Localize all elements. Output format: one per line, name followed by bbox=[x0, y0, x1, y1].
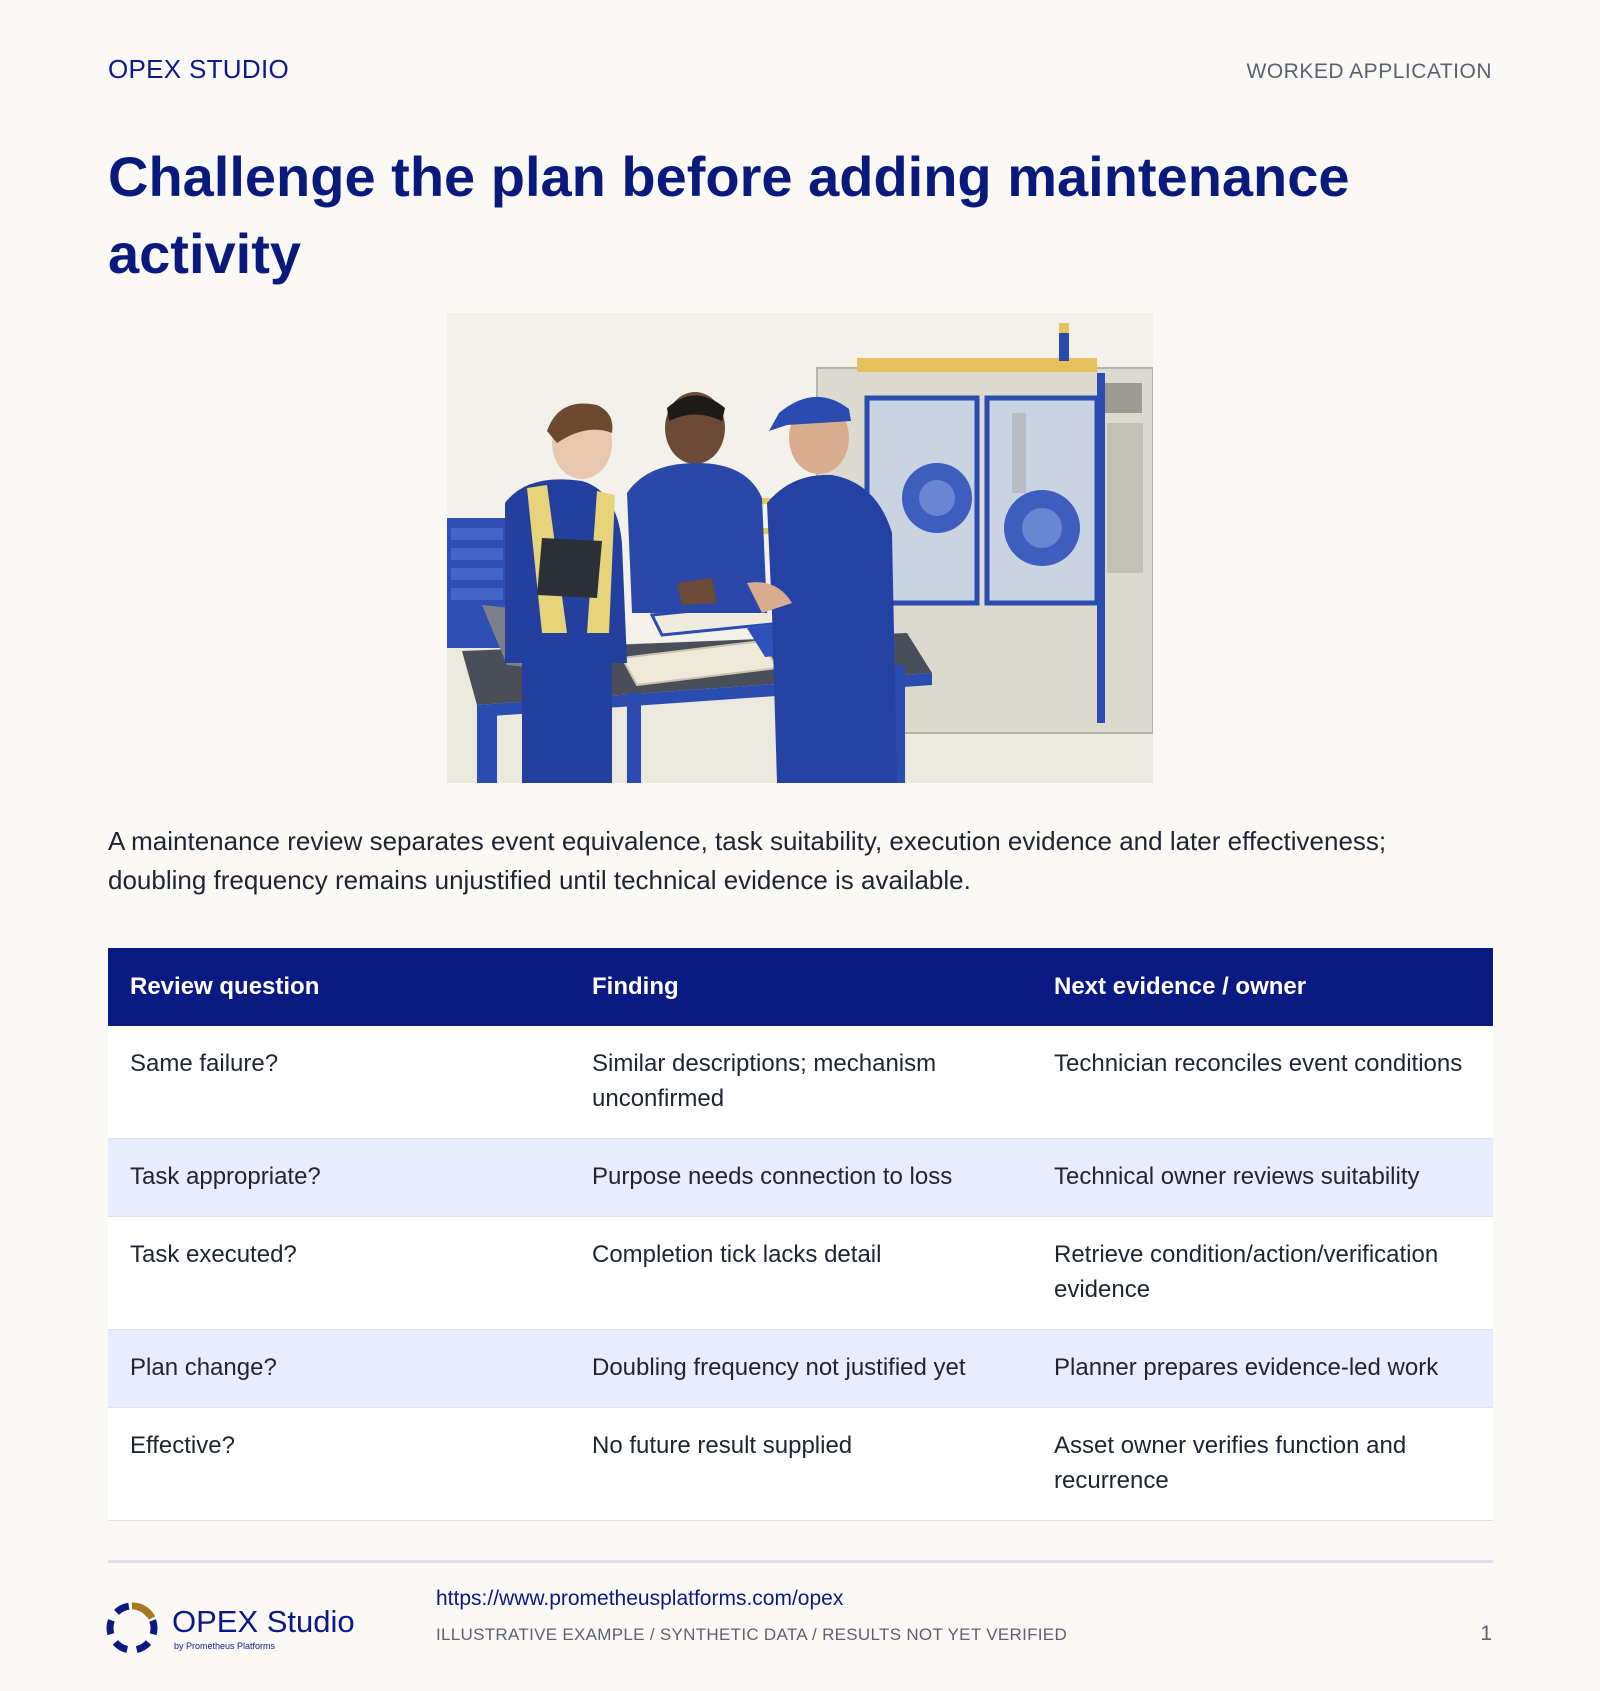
footer-url-link[interactable]: https://www.prometheusplatforms.com/opex bbox=[436, 1587, 844, 1610]
cell-review-question: Plan change? bbox=[108, 1330, 570, 1408]
maintenance-review-illustration bbox=[447, 313, 1153, 783]
footer-divider bbox=[108, 1560, 1493, 1563]
cell-finding: Doubling frequency not justified yet bbox=[570, 1330, 1032, 1408]
cell-finding: No future result supplied bbox=[570, 1408, 1032, 1521]
cell-review-question: Effective? bbox=[108, 1408, 570, 1521]
cell-review-question: Task appropriate? bbox=[108, 1139, 570, 1217]
cell-review-question: Task executed? bbox=[108, 1217, 570, 1330]
table-row bbox=[108, 1217, 1493, 1330]
cell-finding: Purpose needs connection to loss bbox=[570, 1139, 1032, 1217]
cell-next-evidence: Technical owner reviews suitability bbox=[1032, 1139, 1493, 1217]
table-row bbox=[108, 1026, 1493, 1139]
table-header-row bbox=[108, 948, 1493, 1026]
summary-paragraph: A maintenance review separates event equivalence, task suitability, execution evidence and later effectiveness; doubling frequency remains unjustified until technical evidence is available. bbox=[108, 826, 1387, 895]
cell-next-evidence: Planner prepares evidence-led work bbox=[1032, 1330, 1493, 1408]
header-next-evidence-owner: Next evidence / owner bbox=[1032, 948, 1493, 1026]
header-brand: OPEX STUDIO bbox=[108, 54, 289, 84]
table-row bbox=[108, 1139, 1493, 1217]
header-finding: Finding bbox=[570, 948, 1032, 1026]
header-review-question: Review question bbox=[108, 948, 570, 1026]
cell-next-evidence: Asset owner verifies function and recurrence bbox=[1032, 1408, 1493, 1521]
cell-next-evidence: Technician reconciles event conditions bbox=[1032, 1026, 1493, 1139]
opex-logo-icon bbox=[104, 1600, 160, 1656]
page-title: Challenge the plan before adding maintenance activity bbox=[108, 145, 1350, 285]
cell-finding: Completion tick lacks detail bbox=[570, 1217, 1032, 1330]
table-row bbox=[108, 1408, 1493, 1521]
page-number: 1 bbox=[1480, 1622, 1492, 1645]
cell-finding: Similar descriptions; mechanism unconfirmed bbox=[570, 1026, 1032, 1139]
table-row bbox=[108, 1330, 1493, 1408]
section-tag: WORKED APPLICATION bbox=[1246, 60, 1492, 83]
review-table bbox=[108, 948, 1493, 1521]
footer-logo-subtitle: by Prometheus Platforms bbox=[174, 1641, 276, 1651]
cell-review-question: Same failure? bbox=[108, 1026, 570, 1139]
cell-next-evidence: Retrieve condition/action/verification evidence bbox=[1032, 1217, 1493, 1330]
footer-logo-name: OPEX Studio bbox=[172, 1604, 355, 1639]
footer-disclaimer: ILLUSTRATIVE EXAMPLE / SYNTHETIC DATA / RESULTS NOT YET VERIFIED bbox=[436, 1625, 1068, 1644]
